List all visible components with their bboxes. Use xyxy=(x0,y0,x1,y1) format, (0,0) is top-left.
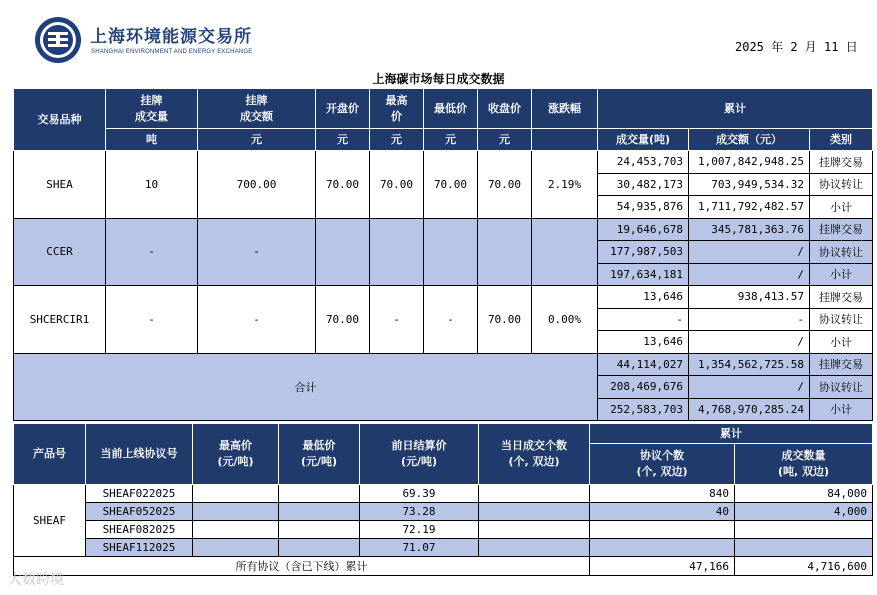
listed-qty: 10 xyxy=(106,151,198,219)
cum-volume: 19,646,678 xyxy=(598,218,689,241)
watermark: 大数跨境 xyxy=(8,572,64,588)
contract-id: SHEAF052025 xyxy=(86,503,193,521)
trade-type: 挂牌交易 xyxy=(810,286,873,309)
header-prev-settle xyxy=(360,424,479,485)
contract-id: SHEAF082025 xyxy=(86,521,193,539)
header-high-text: 最高价 (元/吨) xyxy=(217,439,254,468)
cum-count: 40 xyxy=(590,503,735,521)
open-price: 70.00 xyxy=(316,286,370,354)
total-amount: 1,354,562,725.58 xyxy=(689,353,810,376)
trade-type: 挂牌交易 xyxy=(810,218,873,241)
low-price xyxy=(279,539,360,557)
day-count xyxy=(479,485,590,503)
total-amount: / xyxy=(689,376,810,399)
cum-count xyxy=(590,539,735,557)
cum-amount: / xyxy=(689,263,810,286)
header-cum-qty xyxy=(735,444,873,485)
high-price xyxy=(193,539,279,557)
trade-type: 协议转让 xyxy=(810,308,873,331)
header-cum-amount: 成交额（元） xyxy=(689,129,810,151)
total-row xyxy=(14,353,873,376)
table-row xyxy=(14,539,873,557)
cum-volume: 197,634,181 xyxy=(598,263,689,286)
header-prev-settle-text: 前日结算价 (元/吨) xyxy=(391,439,447,468)
trade-type: 小计 xyxy=(810,398,873,421)
page-title: 上海碳市场每日成交数据 xyxy=(372,72,505,86)
report-date: 2025 年 2 月 11 日 xyxy=(735,40,858,54)
forward-table xyxy=(13,423,873,576)
high-price xyxy=(193,521,279,539)
day-count xyxy=(479,503,590,521)
open-price xyxy=(316,218,370,286)
low-price: 70.00 xyxy=(424,151,478,219)
change-pct: 0.00% xyxy=(532,286,598,354)
table-row xyxy=(14,485,873,503)
header-high-text: 最高 价 xyxy=(385,93,408,123)
cum-volume: 13,646 xyxy=(598,286,689,309)
high-price xyxy=(370,218,424,286)
header-low: 最低价 xyxy=(424,89,478,129)
cum-amount: 703,949,534.32 xyxy=(689,173,810,196)
cum-count xyxy=(590,521,735,539)
cum-qty: 84,000 xyxy=(735,485,873,503)
header-listed-amt xyxy=(198,89,316,129)
table-row xyxy=(14,521,873,539)
product-name: SHEA xyxy=(14,151,106,219)
table-row xyxy=(14,503,873,521)
header-low xyxy=(279,424,360,485)
cum-amount: 345,781,363.76 xyxy=(689,218,810,241)
header-product-no: 产品号 xyxy=(14,424,86,485)
header-change: 涨跌幅 xyxy=(532,89,598,129)
unit-yuan-high: 元 xyxy=(370,129,424,151)
total-amount: 4,768,970,285.24 xyxy=(689,398,810,421)
unit-yuan-low: 元 xyxy=(424,129,478,151)
trade-type: 挂牌交易 xyxy=(810,353,873,376)
header-cum-volume: 成交量(吨) xyxy=(598,129,689,151)
all-contracts-label: 所有协议（含已下线）累计 xyxy=(14,557,590,576)
unit-yuan-amt: 元 xyxy=(198,129,316,151)
cum-count: 840 xyxy=(590,485,735,503)
cum-volume: 54,935,876 xyxy=(598,196,689,219)
high-price xyxy=(193,503,279,521)
trade-type: 小计 xyxy=(810,331,873,354)
contract-id: SHEAF022025 xyxy=(86,485,193,503)
trade-type: 小计 xyxy=(810,263,873,286)
low-price xyxy=(279,485,360,503)
high-price xyxy=(193,485,279,503)
table-row xyxy=(14,218,873,241)
listed-amt: - xyxy=(198,218,316,286)
prev-settle: 71.07 xyxy=(360,539,479,557)
listed-amt: 700.00 xyxy=(198,151,316,219)
cum-qty: 4,000 xyxy=(735,503,873,521)
product-no: SHEAF xyxy=(14,485,86,557)
product-name: SHCERCIR1 xyxy=(14,286,106,354)
prev-settle: 69.39 xyxy=(360,485,479,503)
header-day-count-text: 当日成交个数 (个, 双边) xyxy=(501,439,567,468)
header-high xyxy=(193,424,279,485)
prev-settle: 73.28 xyxy=(360,503,479,521)
listed-amt: - xyxy=(198,286,316,354)
total-qty: 4,716,600 xyxy=(735,557,873,576)
cum-qty xyxy=(735,539,873,557)
total-volume: 44,114,027 xyxy=(598,353,689,376)
total-row xyxy=(14,557,873,576)
total-label: 合计 xyxy=(14,353,598,421)
cum-volume: - xyxy=(598,308,689,331)
low-price xyxy=(279,521,360,539)
unit-blank xyxy=(532,129,598,151)
unit-yuan-open: 元 xyxy=(316,129,370,151)
prev-settle: 72.19 xyxy=(360,521,479,539)
cum-amount: / xyxy=(689,241,810,264)
header-cumulative: 累计 xyxy=(590,424,873,444)
low-price: - xyxy=(424,286,478,354)
unit-yuan-close: 元 xyxy=(478,129,532,151)
table-row xyxy=(14,286,873,309)
close-price: 70.00 xyxy=(478,286,532,354)
header-day-count xyxy=(479,424,590,485)
change-pct: 2.19% xyxy=(532,151,598,219)
header-cum-count xyxy=(590,444,735,485)
trade-type: 协议转让 xyxy=(810,241,873,264)
cum-amount: / xyxy=(689,331,810,354)
header-high xyxy=(370,89,424,129)
cum-amount: 1,711,792,482.57 xyxy=(689,196,810,219)
high-price: - xyxy=(370,286,424,354)
header-product: 交易品种 xyxy=(14,89,106,151)
trade-type: 协议转让 xyxy=(810,173,873,196)
header-low-text: 最低价 (元/吨) xyxy=(300,439,338,468)
header-contract: 当前上线协议号 xyxy=(86,424,193,485)
cum-volume: 30,482,173 xyxy=(598,173,689,196)
header-listed-qty-text: 挂牌 成交量 xyxy=(135,93,168,123)
exchange-logo xyxy=(34,16,82,64)
change-pct xyxy=(532,218,598,286)
close-price: 70.00 xyxy=(478,151,532,219)
day-count xyxy=(479,539,590,557)
cum-amount: 1,007,842,948.25 xyxy=(689,151,810,174)
header-cum-qty-text: 成交数量 (吨, 双边) xyxy=(777,449,830,478)
trade-type: 协议转让 xyxy=(810,376,873,399)
header-close: 收盘价 xyxy=(478,89,532,129)
header-listed-amt-text: 挂牌 成交额 xyxy=(240,93,273,123)
cum-volume: 24,453,703 xyxy=(598,151,689,174)
total-count: 47,166 xyxy=(590,557,735,576)
close-price xyxy=(478,218,532,286)
low-price xyxy=(279,503,360,521)
listed-qty: - xyxy=(106,286,198,354)
cum-qty xyxy=(735,521,873,539)
header-listed-qty xyxy=(106,89,198,129)
org-name: 上海环境能源交易所 xyxy=(90,27,252,47)
cum-amount: 938,413.57 xyxy=(689,286,810,309)
trading-table xyxy=(13,88,873,421)
unit-ton: 吨 xyxy=(106,129,198,151)
open-price: 70.00 xyxy=(316,151,370,219)
day-count xyxy=(479,521,590,539)
header-cumulative: 累计 xyxy=(598,89,873,129)
listed-qty: - xyxy=(106,218,198,286)
header-cum-count-text: 协议个数 (个, 双边) xyxy=(636,449,688,478)
product-name: CCER xyxy=(14,218,106,286)
total-volume: 252,583,703 xyxy=(598,398,689,421)
cum-amount: - xyxy=(689,308,810,331)
org-subtitle: SHANGHAI ENVIRONMENT AND ENERGY EXCHANGE xyxy=(91,49,253,55)
total-volume: 208,469,676 xyxy=(598,376,689,399)
trade-type: 挂牌交易 xyxy=(810,151,873,174)
low-price xyxy=(424,218,478,286)
cum-volume: 13,646 xyxy=(598,331,689,354)
header-type: 类别 xyxy=(810,129,873,151)
contract-id: SHEAF112025 xyxy=(86,539,193,557)
table-row xyxy=(14,151,873,174)
high-price: 70.00 xyxy=(370,151,424,219)
trade-type: 小计 xyxy=(810,196,873,219)
header-open: 开盘价 xyxy=(316,89,370,129)
cum-volume: 177,987,503 xyxy=(598,241,689,264)
